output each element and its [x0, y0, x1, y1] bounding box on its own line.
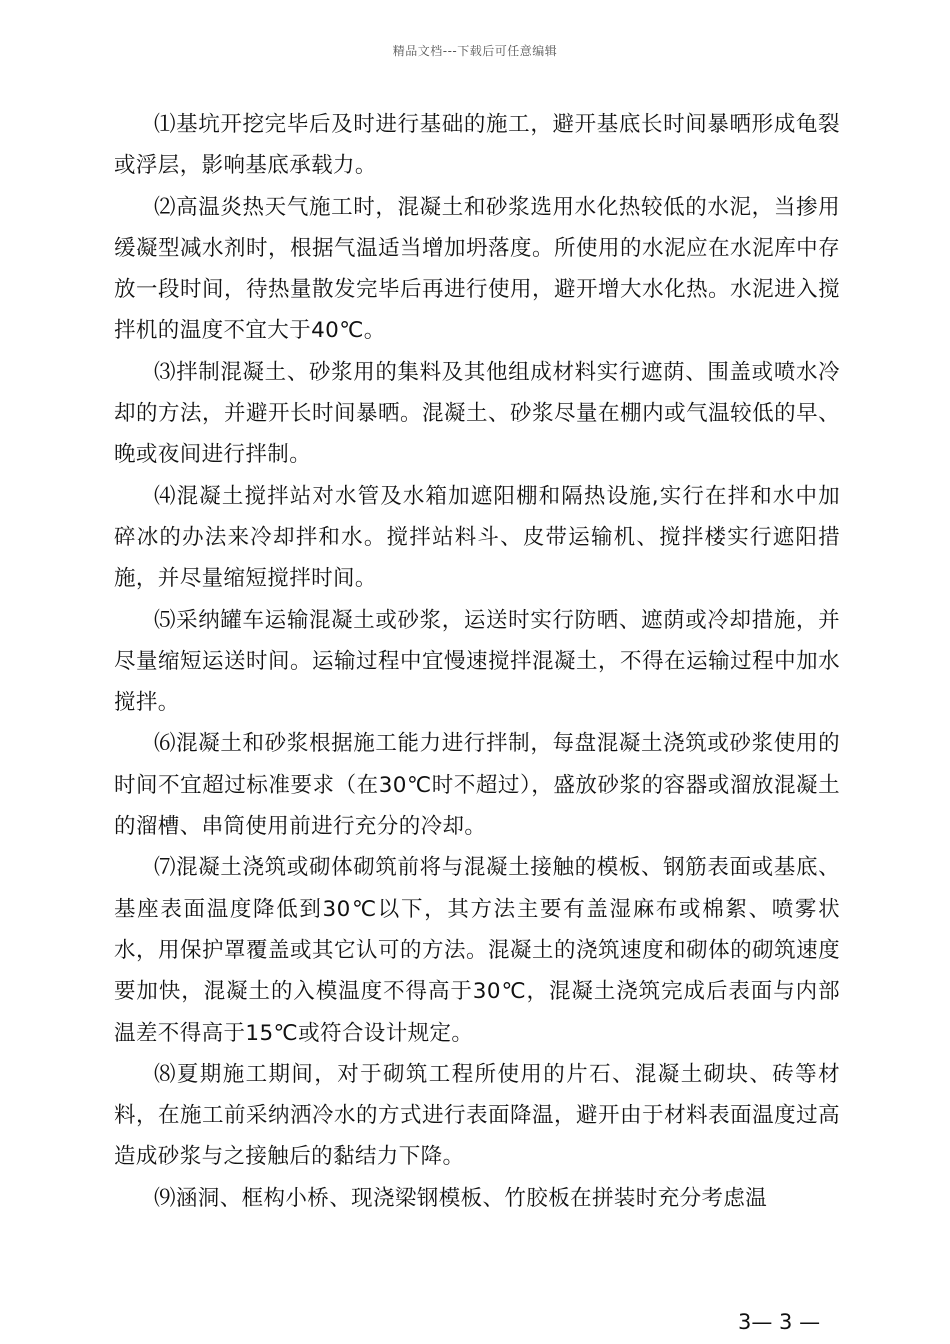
paragraph-7: ⑺混凝土浇筑或砌体砌筑前将与混凝土接触的模板、钢筋表面或基底、基座表面温度降低到30℃以下，其方法主要有盖湿麻布或棉絮、喷雾状水，用保护罩覆盖或其它认可的方法。混凝土的浇筑速度和砌体的砌筑速度要加快，混凝土的入模温度不得高于30℃，混凝土浇筑完成后表面与内部温差不得高于15℃或符合设计规定。: [114, 855, 840, 1046]
paragraph-1: ⑴基坑开挖完毕后及时进行基础的施工，避开基底长时间暴晒形成龟裂或浮层，影响基底承载力。: [114, 112, 840, 179]
page-number: 3— 3 —: [738, 1310, 821, 1334]
paragraph-3: ⑶拌制混凝土、砂浆用的集料及其他组成材料实行遮荫、围盖或喷水冷却的方法，并避开长时间暴晒。混凝土、砂浆尽量在棚内或气温较低的早、晚或夜间进行拌制。: [114, 359, 840, 468]
paragraph-9: ⑼涵洞、框构小桥、现浇梁钢模板、竹胶板在拼装时充分考虑温: [154, 1185, 768, 1211]
paragraph-2: ⑵高温炎热天气施工时，混凝土和砂浆选用水化热较低的水泥，当掺用缓凝型减水剂时，根据气温适当增加坍落度。所使用的水泥应在水泥库中存放一段时间，待热量散发完毕后再进行使用，避开增大水化热。水泥进入搅拌机的温度不宜大于40℃。: [114, 194, 840, 344]
document-body: [114, 104, 840, 1219]
paragraph-6: ⑹混凝土和砂浆根据施工能力进行拌制，每盘混凝土浇筑或砂浆使用的时间不宜超过标准要求（在30℃时不超过），盛放砂浆的容器或溜放混凝土的溜槽、串筒使用前进行充分的冷却。: [114, 731, 840, 840]
paragraph-5: ⑸采纳罐车运输混凝土或砂浆，运送时实行防晒、遮荫或冷却措施，并尽量缩短运送时间。运输过程中宜慢速搅拌混凝土，不得在运输过程中加水搅拌。: [114, 607, 840, 716]
paragraph-4: ⑷混凝土搅拌站对水管及水箱加遮阳棚和隔热设施,实行在拌和水中加碎冰的办法来冷却拌和水。搅拌站料斗、皮带运输机、搅拌楼实行遮阳措施，并尽量缩短搅拌时间。: [114, 483, 840, 592]
paragraph-8: ⑻夏期施工期间，对于砌筑工程所使用的片石、混凝土砌块、砖等材料，在施工前采纳洒冷水的方式进行表面降温，避开由于材料表面温度过高造成砂浆与之接触后的黏结力下降。: [114, 1061, 840, 1170]
page-header: 精品文档---下载后可任意编辑: [392, 44, 558, 58]
